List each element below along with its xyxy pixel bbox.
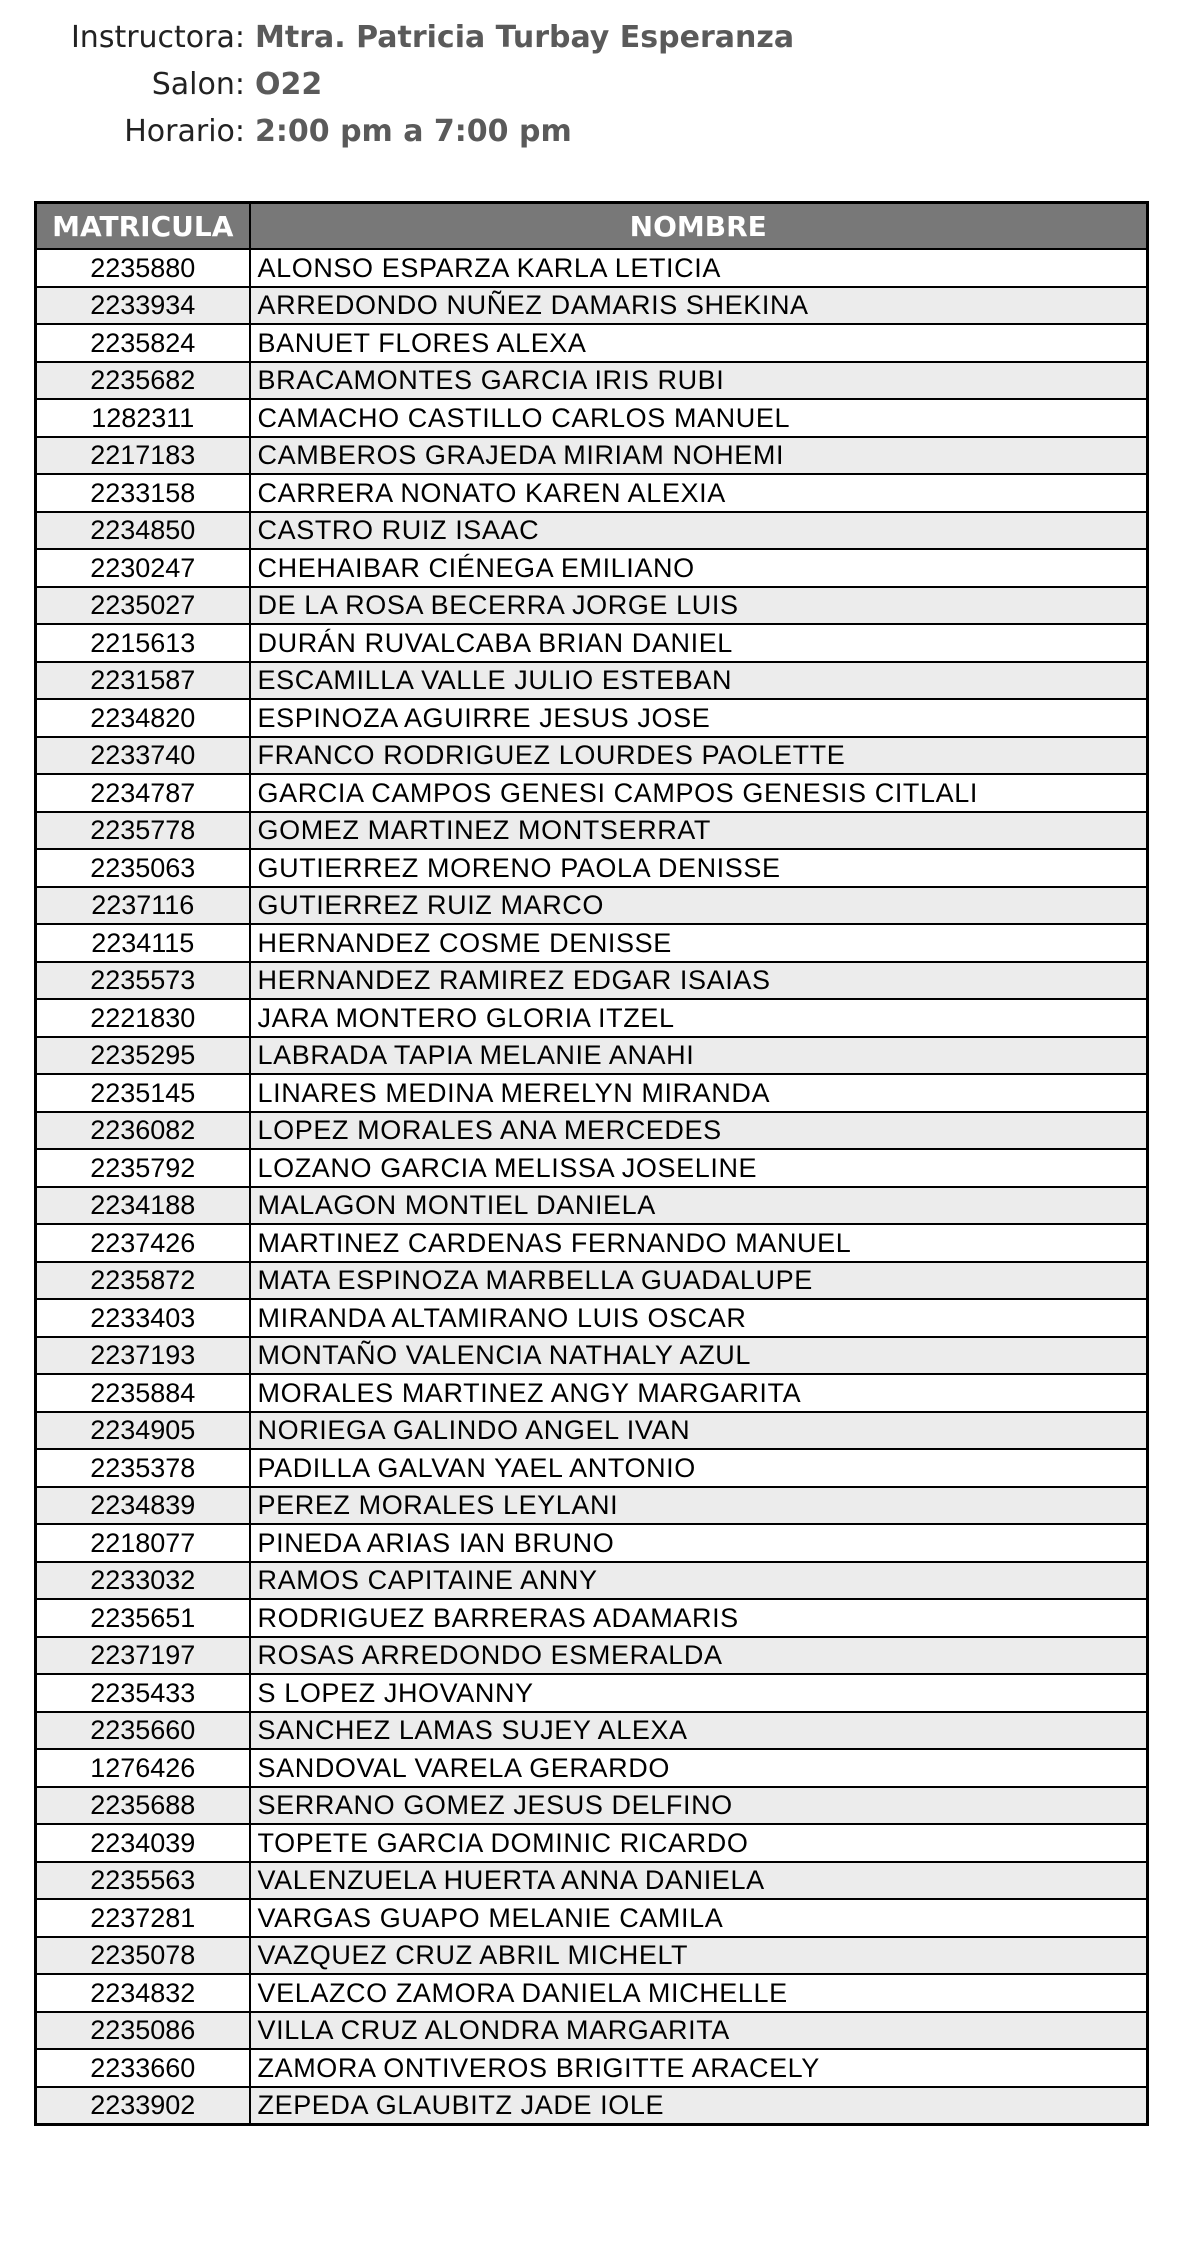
- table-row: [36, 1262, 1148, 1300]
- matricula-cell: 2235651: [36, 1599, 250, 1637]
- student-roster-table: [34, 201, 1149, 2126]
- nombre-cell: LOPEZ MORALES ANA MERCEDES: [250, 1112, 1148, 1150]
- matricula-cell: 2235145: [36, 1074, 250, 1112]
- table-row: [36, 1712, 1148, 1750]
- matricula-cell: 2235884: [36, 1374, 250, 1412]
- table-row: [36, 2012, 1148, 2050]
- table-row: [36, 849, 1148, 887]
- nombre-cell: JARA MONTERO GLORIA ITZEL: [250, 999, 1148, 1037]
- nombre-cell: MIRANDA ALTAMIRANO LUIS OSCAR: [250, 1299, 1148, 1337]
- matricula-cell: 2233902: [36, 2087, 250, 2125]
- table-row: [36, 1187, 1148, 1225]
- table-row: [36, 437, 1148, 475]
- matricula-cell: 2235563: [36, 1862, 250, 1900]
- nombre-cell: MONTAÑO VALENCIA NATHALY AZUL: [250, 1337, 1148, 1375]
- nombre-cell: GUTIERREZ MORENO PAOLA DENISSE: [250, 849, 1148, 887]
- table-row: [36, 1674, 1148, 1712]
- table-row: [36, 512, 1148, 550]
- column-header-nombre: NOMBRE: [250, 203, 1148, 250]
- class-info-header: [0, 14, 1180, 155]
- nombre-cell: VELAZCO ZAMORA DANIELA MICHELLE: [250, 1974, 1148, 2012]
- nombre-cell: VAZQUEZ CRUZ ABRIL MICHELT: [250, 1937, 1148, 1975]
- nombre-cell: GUTIERREZ RUIZ MARCO: [250, 887, 1148, 925]
- matricula-cell: 2235792: [36, 1149, 250, 1187]
- matricula-cell: 2235573: [36, 962, 250, 1000]
- table-row: [36, 1974, 1148, 2012]
- matricula-cell: 2235295: [36, 1037, 250, 1075]
- table-row: [36, 287, 1148, 325]
- table-row: [36, 1037, 1148, 1075]
- matricula-cell: 2235872: [36, 1262, 250, 1300]
- table-row: [36, 1787, 1148, 1825]
- table-row: [36, 812, 1148, 850]
- nombre-cell: SANDOVAL VARELA GERARDO: [250, 1749, 1148, 1787]
- table-row: [36, 1487, 1148, 1525]
- table-row: [36, 924, 1148, 962]
- nombre-cell: ARREDONDO NUÑEZ DAMARIS SHEKINA: [250, 287, 1148, 325]
- instructora-label: Instructora:: [70, 20, 245, 55]
- nombre-cell: CHEHAIBAR CIÉNEGA EMILIANO: [250, 549, 1148, 587]
- matricula-cell: 2235086: [36, 2012, 250, 2050]
- table-row: [36, 1112, 1148, 1150]
- matricula-cell: 2237116: [36, 887, 250, 925]
- table-row: [36, 1149, 1148, 1187]
- table-row: [36, 737, 1148, 775]
- column-header-matricula: MATRICULA: [36, 203, 250, 250]
- table-row: [36, 699, 1148, 737]
- matricula-cell: 2234787: [36, 774, 250, 812]
- nombre-cell: SANCHEZ LAMAS SUJEY ALEXA: [250, 1712, 1148, 1750]
- matricula-cell: 2233032: [36, 1562, 250, 1600]
- nombre-cell: VALENZUELA HUERTA ANNA DANIELA: [250, 1862, 1148, 1900]
- table-row: [36, 249, 1148, 287]
- matricula-cell: 2233660: [36, 2049, 250, 2087]
- table-row: [36, 1374, 1148, 1412]
- instructora-row: [0, 14, 1180, 61]
- table-row: [36, 1899, 1148, 1937]
- nombre-cell: CARRERA NONATO KAREN ALEXIA: [250, 474, 1148, 512]
- table-row: [36, 1862, 1148, 1900]
- nombre-cell: SERRANO GOMEZ JESUS DELFINO: [250, 1787, 1148, 1825]
- nombre-cell: RODRIGUEZ BARRERAS ADAMARIS: [250, 1599, 1148, 1637]
- table-header-row: [36, 203, 1148, 250]
- nombre-cell: PEREZ MORALES LEYLANI: [250, 1487, 1148, 1525]
- table-row: [36, 1937, 1148, 1975]
- instructora-value: Mtra. Patricia Turbay Esperanza: [255, 20, 795, 55]
- matricula-cell: 1276426: [36, 1749, 250, 1787]
- table-row: [36, 549, 1148, 587]
- nombre-cell: S LOPEZ JHOVANNY: [250, 1674, 1148, 1712]
- matricula-cell: 2237426: [36, 1224, 250, 1262]
- salon-label: Salon:: [151, 67, 245, 102]
- matricula-cell: 2234820: [36, 699, 250, 737]
- matricula-cell: 2233740: [36, 737, 250, 775]
- nombre-cell: GOMEZ MARTINEZ MONTSERRAT: [250, 812, 1148, 850]
- table-row: [36, 1749, 1148, 1787]
- nombre-cell: CASTRO RUIZ ISAAC: [250, 512, 1148, 550]
- matricula-cell: 2234850: [36, 512, 250, 550]
- nombre-cell: GARCIA CAMPOS GENESI CAMPOS GENESIS CITLALI: [250, 774, 1148, 812]
- table-row: [36, 1562, 1148, 1600]
- matricula-cell: 2234039: [36, 1824, 250, 1862]
- matricula-cell: 2234905: [36, 1412, 250, 1450]
- matricula-cell: 2235063: [36, 849, 250, 887]
- nombre-cell: MORALES MARTINEZ ANGY MARGARITA: [250, 1374, 1148, 1412]
- table-body: [36, 249, 1148, 2125]
- matricula-cell: 2233934: [36, 287, 250, 325]
- nombre-cell: VARGAS GUAPO MELANIE CAMILA: [250, 1899, 1148, 1937]
- nombre-cell: ZAMORA ONTIVEROS BRIGITTE ARACELY: [250, 2049, 1148, 2087]
- horario-value: 2:00 pm a 7:00 pm: [255, 114, 572, 149]
- nombre-cell: MALAGON MONTIEL DANIELA: [250, 1187, 1148, 1225]
- nombre-cell: DURÁN RUVALCABA BRIAN DANIEL: [250, 624, 1148, 662]
- nombre-cell: MARTINEZ CARDENAS FERNANDO MANUEL: [250, 1224, 1148, 1262]
- table-row: [36, 362, 1148, 400]
- nombre-cell: CAMACHO CASTILLO CARLOS MANUEL: [250, 399, 1148, 437]
- nombre-cell: ESCAMILLA VALLE JULIO ESTEBAN: [250, 662, 1148, 700]
- nombre-cell: BANUET FLORES ALEXA: [250, 324, 1148, 362]
- matricula-cell: 2235378: [36, 1449, 250, 1487]
- table-row: [36, 474, 1148, 512]
- table-row: [36, 1524, 1148, 1562]
- horario-row: [0, 108, 1180, 155]
- nombre-cell: VILLA CRUZ ALONDRA MARGARITA: [250, 2012, 1148, 2050]
- matricula-cell: 2230247: [36, 549, 250, 587]
- table-row: [36, 1599, 1148, 1637]
- matricula-cell: 2235660: [36, 1712, 250, 1750]
- table-row: [36, 1637, 1148, 1675]
- nombre-cell: ZEPEDA GLAUBITZ JADE IOLE: [250, 2087, 1148, 2125]
- nombre-cell: ROSAS ARREDONDO ESMERALDA: [250, 1637, 1148, 1675]
- table-row: [36, 1824, 1148, 1862]
- nombre-cell: DE LA ROSA BECERRA JORGE LUIS: [250, 587, 1148, 625]
- matricula-cell: 2235778: [36, 812, 250, 850]
- table-row: [36, 2049, 1148, 2087]
- matricula-cell: 2235078: [36, 1937, 250, 1975]
- matricula-cell: 2234188: [36, 1187, 250, 1225]
- matricula-cell: 2236082: [36, 1112, 250, 1150]
- matricula-cell: 2233158: [36, 474, 250, 512]
- table-row: [36, 1337, 1148, 1375]
- salon-value: O22: [255, 67, 323, 102]
- matricula-cell: 2235027: [36, 587, 250, 625]
- table-row: [36, 999, 1148, 1037]
- table-row: [36, 1299, 1148, 1337]
- matricula-cell: 2237281: [36, 1899, 250, 1937]
- matricula-cell: 2235433: [36, 1674, 250, 1712]
- matricula-cell: 2233403: [36, 1299, 250, 1337]
- matricula-cell: 2234839: [36, 1487, 250, 1525]
- table-row: [36, 587, 1148, 625]
- matricula-cell: 2215613: [36, 624, 250, 662]
- matricula-cell: 2235682: [36, 362, 250, 400]
- table-row: [36, 774, 1148, 812]
- table-row: [36, 324, 1148, 362]
- table-row: [36, 1224, 1148, 1262]
- matricula-cell: 2231587: [36, 662, 250, 700]
- nombre-cell: FRANCO RODRIGUEZ LOURDES PAOLETTE: [250, 737, 1148, 775]
- matricula-cell: 2237193: [36, 1337, 250, 1375]
- nombre-cell: HERNANDEZ RAMIREZ EDGAR ISAIAS: [250, 962, 1148, 1000]
- nombre-cell: HERNANDEZ COSME DENISSE: [250, 924, 1148, 962]
- matricula-cell: 2234832: [36, 1974, 250, 2012]
- nombre-cell: NORIEGA GALINDO ANGEL IVAN: [250, 1412, 1148, 1450]
- nombre-cell: CAMBEROS GRAJEDA MIRIAM NOHEMI: [250, 437, 1148, 475]
- table-row: [36, 1449, 1148, 1487]
- matricula-cell: 1282311: [36, 399, 250, 437]
- nombre-cell: BRACAMONTES GARCIA IRIS RUBI: [250, 362, 1148, 400]
- table-row: [36, 962, 1148, 1000]
- nombre-cell: PINEDA ARIAS IAN BRUNO: [250, 1524, 1148, 1562]
- nombre-cell: LINARES MEDINA MERELYN MIRANDA: [250, 1074, 1148, 1112]
- table-row: [36, 624, 1148, 662]
- matricula-cell: 2235880: [36, 249, 250, 287]
- salon-row: [0, 61, 1180, 108]
- matricula-cell: 2235824: [36, 324, 250, 362]
- nombre-cell: TOPETE GARCIA DOMINIC RICARDO: [250, 1824, 1148, 1862]
- matricula-cell: 2221830: [36, 999, 250, 1037]
- nombre-cell: LABRADA TAPIA MELANIE ANAHI: [250, 1037, 1148, 1075]
- matricula-cell: 2237197: [36, 1637, 250, 1675]
- table-row: [36, 1074, 1148, 1112]
- table-row: [36, 887, 1148, 925]
- table-row: [36, 399, 1148, 437]
- nombre-cell: PADILLA GALVAN YAEL ANTONIO: [250, 1449, 1148, 1487]
- nombre-cell: RAMOS CAPITAINE ANNY: [250, 1562, 1148, 1600]
- matricula-cell: 2217183: [36, 437, 250, 475]
- nombre-cell: ALONSO ESPARZA KARLA LETICIA: [250, 249, 1148, 287]
- matricula-cell: 2218077: [36, 1524, 250, 1562]
- matricula-cell: 2234115: [36, 924, 250, 962]
- horario-label: Horario:: [124, 114, 245, 149]
- table-row: [36, 1412, 1148, 1450]
- nombre-cell: ESPINOZA AGUIRRE JESUS JOSE: [250, 699, 1148, 737]
- table-row: [36, 662, 1148, 700]
- nombre-cell: LOZANO GARCIA MELISSA JOSELINE: [250, 1149, 1148, 1187]
- table-row: [36, 2087, 1148, 2125]
- matricula-cell: 2235688: [36, 1787, 250, 1825]
- nombre-cell: MATA ESPINOZA MARBELLA GUADALUPE: [250, 1262, 1148, 1300]
